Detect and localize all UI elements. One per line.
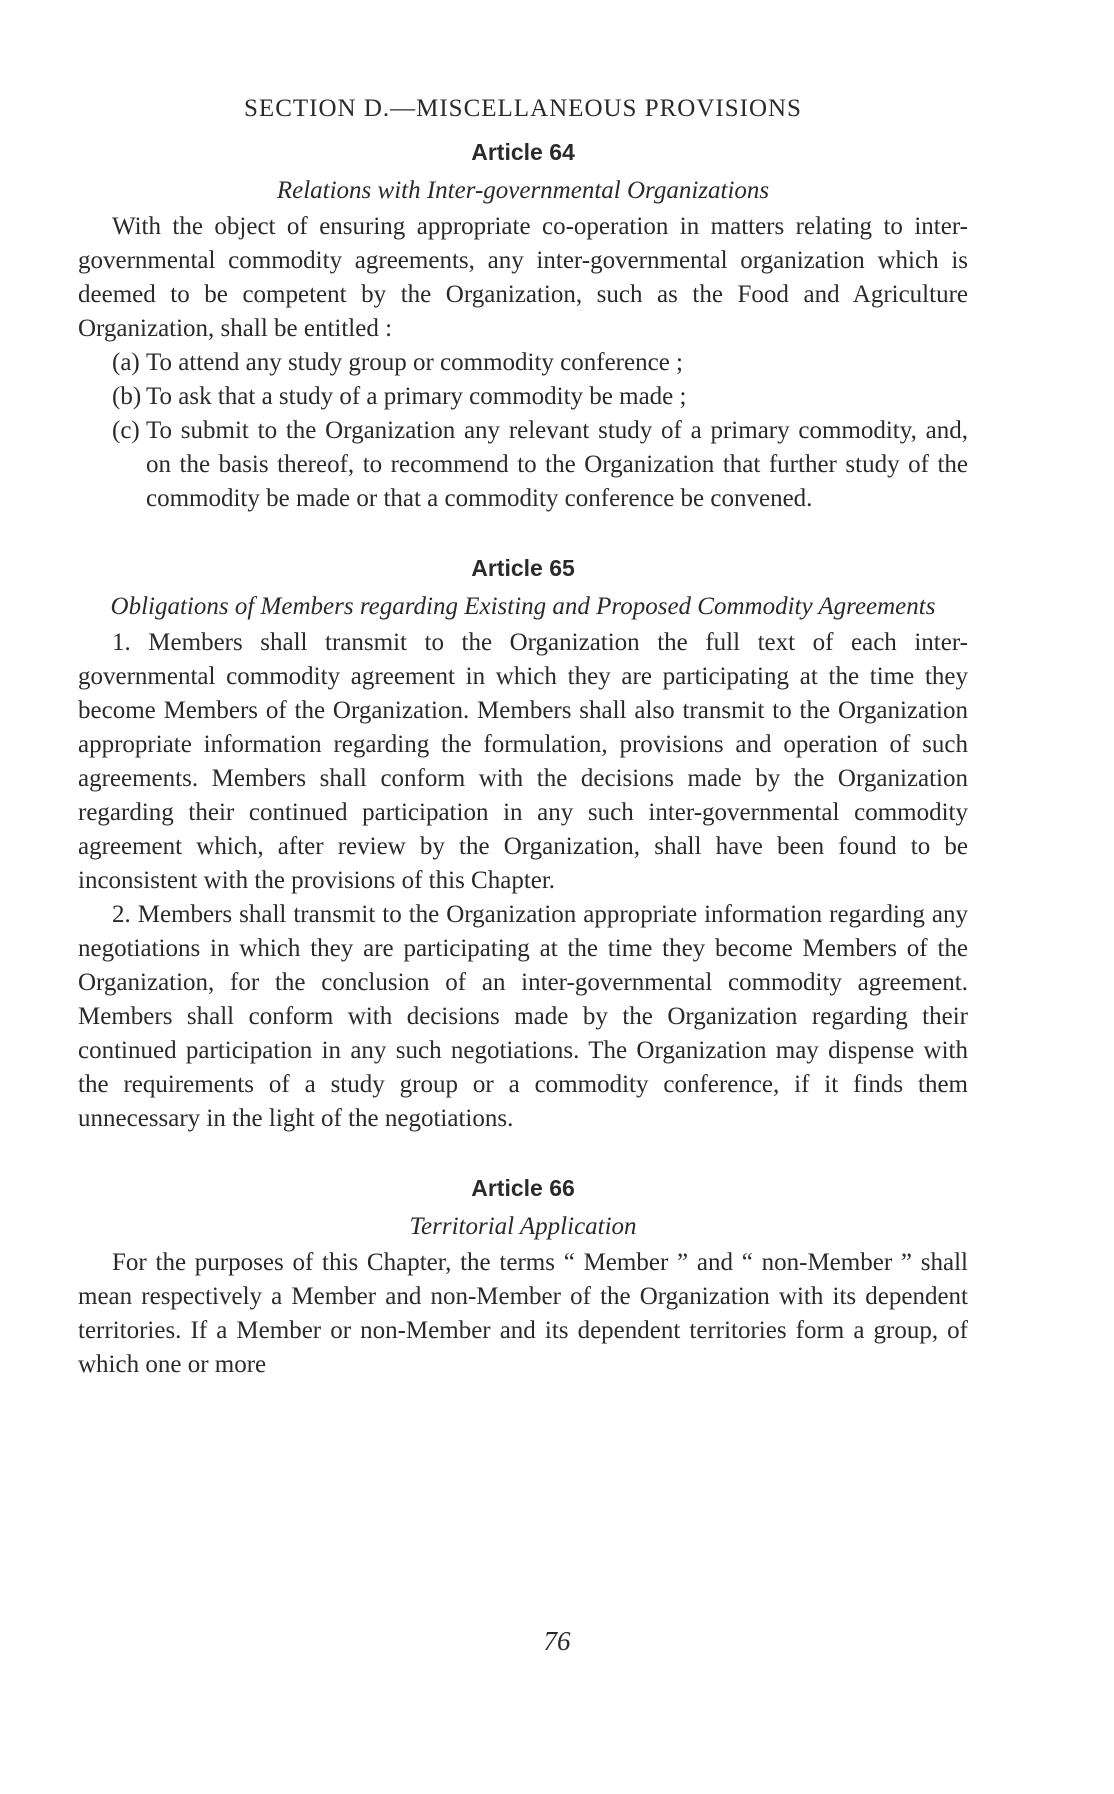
article-65-subtitle: Obligations of Members regarding Existing and Proposed Commodity Agreements [110, 593, 936, 620]
list-text-a: To attend any study group or commodity conference ; [146, 349, 683, 376]
list-text-b: To ask that a study of a primary commodity be made ; [146, 383, 687, 410]
article-64-list [78, 346, 968, 516]
list-marker-a: (a) [112, 349, 140, 376]
article-64 [78, 136, 968, 516]
article-64-subtitle: Relations with Inter-governmental Organizations [276, 177, 770, 204]
list-item-b [78, 380, 968, 414]
article-64-heading: Article 64 [471, 139, 575, 165]
article-66 [78, 1172, 968, 1382]
document-page [78, 92, 968, 1382]
section-heading: SECTION D.—MISCELLANEOUS PROVISIONS [244, 95, 802, 122]
article-65 [78, 552, 968, 1136]
article-66-heading: Article 66 [471, 1175, 575, 1201]
page-number: 76 [543, 1626, 571, 1656]
article-66-paragraph-1: For the purposes of this Chapter, the terms “ Member ” and “ non-Member ” shall mean respectively a Member and non-Member of the Organization with its dependent territories. If a Member or non-Member and its dependent territories form a group, of which one or more [78, 1249, 968, 1378]
article-64-intro: With the object of ensuring appropriate co-operation in matters relating to inter-governmental commodity agreements, any inter-governmental organization which is deemed to be competent by the Organization, such as the Food and Agriculture Organization, shall be entitled : [78, 213, 968, 342]
list-item-a [78, 346, 968, 380]
article-66-subtitle: Territorial Application [409, 1213, 637, 1240]
list-marker-c: (c) [112, 417, 140, 444]
article-65-paragraph-2: 2. Members shall transmit to the Organization appropriate information regarding any negotiations in which they are participating at the time they become Members of the Organization, for the conclusion of an inter-governmental commodity agreement. Members shall conform with decisions made by the Organization regarding their continued participation in any such negotiations. The Organization may dispense with the requirements of a study group or a commodity conference, if it finds them unnecessary in the light of the negotiations. [78, 901, 968, 1132]
article-65-heading: Article 65 [471, 555, 575, 581]
list-text-c: To submit to the Organization any relevant study of a primary commodity, and, on the basis thereof, to recommend to the Organization that further study of the commodity be made or that a commodity conference be convened. [146, 417, 968, 512]
list-marker-b: (b) [112, 383, 142, 410]
article-65-paragraph-1: 1. Members shall transmit to the Organization the full text of each inter-governmental commodity agreement in which they are participating at the time they become Members of the Organization. Members shall also transmit to the Organization appropriate information regarding the formulation, provisions and operation of such agreements. Members shall conform with the decisions made by the Organization regarding their continued participation in any such inter-governmental commodity agreement which, after review by the Organization, shall have been found to be inconsistent with the provisions of this Chapter. [78, 629, 968, 894]
list-item-c [78, 414, 968, 516]
